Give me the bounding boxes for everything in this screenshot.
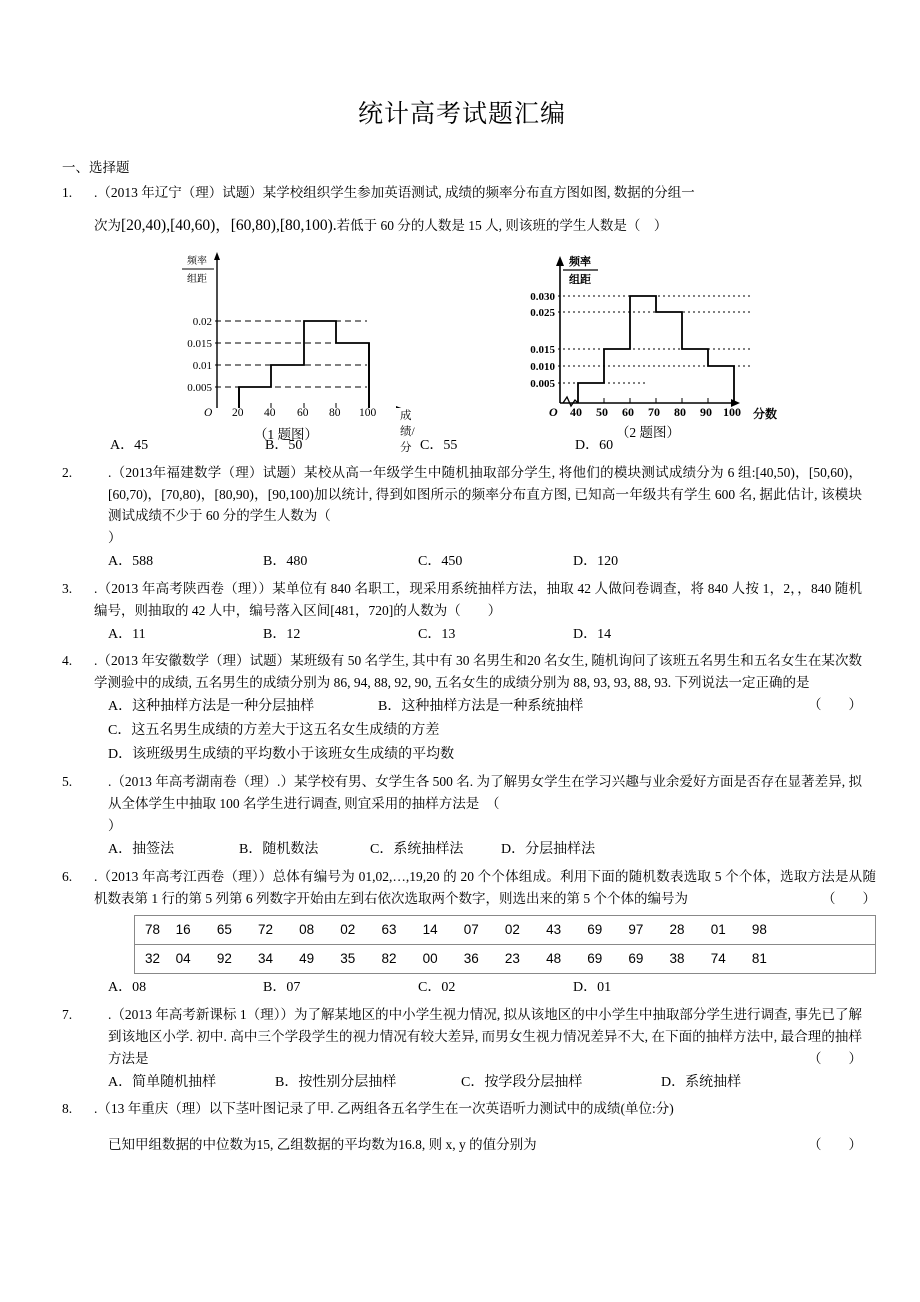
- question-5-options: [94, 838, 862, 862]
- question-3-options: [94, 623, 862, 647]
- question-2-text-tail: ）: [108, 530, 122, 546]
- question-1-prefix: 次为: [94, 218, 121, 234]
- rand-cell-empty: [834, 916, 875, 945]
- rand-cell: 32: [135, 945, 176, 974]
- histogram-chart-1-svg: [152, 248, 422, 408]
- question-2-number: 2.: [62, 464, 73, 480]
- question-8: [62, 1098, 862, 1156]
- question-2-options: [94, 550, 862, 574]
- chart2-origin-label: O: [549, 404, 558, 419]
- page-title: 统计高考试题汇编: [357, 101, 566, 128]
- question-6: [62, 866, 876, 1000]
- section-heading: 一、选择题: [62, 160, 130, 175]
- random-number-table-wrap: [134, 915, 876, 974]
- rand-cell: 34: [258, 945, 299, 974]
- rand-cell: 14: [423, 916, 464, 945]
- rand-cell: 36: [464, 945, 505, 974]
- rand-cell: 02: [340, 916, 381, 945]
- question-6-answer-paren: （ ）: [822, 890, 876, 906]
- chart1-xlabel: 成绩/分: [400, 409, 415, 454]
- rand-cell: 28: [670, 916, 711, 945]
- chart1-caption: （1 题图）: [253, 426, 319, 442]
- rand-cell-empty: [834, 945, 875, 974]
- question-3-option-d[interactable]: D．14: [573, 626, 612, 642]
- question-1-text-line2: [94, 210, 862, 242]
- question-6-option-d[interactable]: D．01: [573, 980, 612, 996]
- rand-cell: 07: [464, 916, 505, 945]
- question-4-text-main: .（2013 年安徽数学（理）试题）某班级有 50 名学生, 其中有 30 名男生和20 名女生, 随机询问了该班五名男生和五名女生在某次数学测验中的成绩, 五名男生的成绩分别为 86, 94, 88, 92, 90, 五名女生的成绩分别为 88, 93, 93, 88, 93. 下列说法一定正确的是: [94, 653, 862, 691]
- question-4-option-row-1: [108, 695, 808, 719]
- rand-cell-empty: [793, 916, 834, 945]
- question-7-options: [94, 1071, 862, 1095]
- chart2-xtick-70: 70: [648, 404, 660, 419]
- svg-text:0.005: 0.005: [530, 377, 555, 390]
- rand-cell: 16: [176, 916, 217, 945]
- question-6-options: [94, 976, 876, 1000]
- chart2-ylabel-top: 频率: [569, 255, 591, 268]
- question-2-option-c[interactable]: C．450: [418, 554, 463, 570]
- rand-cell: 78: [135, 916, 176, 945]
- question-2-option-a[interactable]: A．588: [108, 554, 154, 570]
- rand-cell: 98: [752, 916, 793, 945]
- question-1-suffix: 若低于 60 分的人数是 15 人, 则该班的学生人数是（ ）: [336, 218, 668, 234]
- question-3: [62, 578, 862, 647]
- question-1-option-a[interactable]: A．45: [110, 437, 149, 453]
- question-7-text: [94, 1004, 862, 1070]
- question-2: [62, 462, 862, 574]
- chart2-xtick-100: 100: [723, 404, 741, 419]
- question-4-option-row-3: [108, 743, 862, 767]
- chart1-xtick-60: 60: [297, 406, 309, 419]
- rand-cell: 81: [752, 945, 793, 974]
- rand-cell: 69: [587, 945, 628, 974]
- question-1: [62, 182, 862, 242]
- chart2-ylabel-bottom: 组距: [569, 273, 591, 286]
- rand-cell: 72: [258, 916, 299, 945]
- question-8-answer-paren: （ ）: [808, 1137, 862, 1153]
- rand-cell: 01: [711, 916, 752, 945]
- chart2-xtick-50: 50: [596, 404, 608, 419]
- question-2-text-main: .（2013年福建数学（理）试题）某校从高一年级学生中随机抽取部分学生, 将他们的模块测试成绩分为 6 组:[40,50)，[50,60)，[60,70)，[70,80)，[80,90)，[90,100)加以统计, 得到如图所示的频率分布直方图, 已知高一年级共有学生 600 名, 据此估计, 该模块测试成绩不少于 60 分的学生人数为（: [108, 464, 862, 524]
- question-4-options: [94, 695, 862, 767]
- rand-cell: 23: [505, 945, 546, 974]
- question-2-option-d[interactable]: D．120: [573, 554, 619, 570]
- question-8-text-line1: .（13 年重庆（理）以下茎叶图记录了甲. 乙两组各五名学生在一次英语听力测试中的成绩(单位:分): [94, 1101, 674, 1117]
- chart1-xtick-40: 40: [264, 406, 276, 419]
- question-5-option-c[interactable]: C．系统抽样法: [370, 841, 464, 857]
- chart2-xtick-40: 40: [570, 404, 582, 419]
- question-5-text: .（2013 年高考湖南卷（理）.）某学校有男、女学生各 500 名. 为了解男女学生在学习兴趣与业余爱好方面是否存在显著差异, 拟从全体学生中抽取 100 名学生进行调查, 则宜采用的抽样方法是 （: [108, 774, 862, 812]
- rand-cell: 65: [217, 916, 258, 945]
- chart1-xtick-100: 100: [359, 406, 377, 419]
- question-8-text-line2-main: 已知甲组数据的中位数为15, 乙组数据的平均数为16.8, 则 x, y 的值分别为: [108, 1137, 537, 1153]
- chart1-xtick-80: 80: [329, 406, 341, 419]
- question-5-option-a[interactable]: A．抽签法: [108, 841, 175, 857]
- question-6-text: [94, 866, 876, 910]
- question-1-option-c[interactable]: C．55: [420, 437, 458, 453]
- chart1-ylabel-bottom: 组距: [187, 273, 207, 285]
- question-4-option-c[interactable]: C．这五名男生成绩的方差大于这五名女生成绩的方差: [108, 723, 440, 739]
- question-3-text: .（2013 年高考陕西卷（理））某单位有 840 名职工，现采用系统抽样方法，抽取 42 人做问卷调查，将 840 人按 1，2，，840 随机编号，则抽取的 42 人中，编号落入区间[481，720]的人数为（ ）: [94, 580, 862, 618]
- question-2-text: [94, 462, 862, 528]
- question-7-answer-paren: （ ）: [808, 1050, 862, 1066]
- svg-text:0.015: 0.015: [530, 343, 555, 356]
- rand-cell-empty: [793, 945, 834, 974]
- svg-text:0.01: 0.01: [192, 359, 212, 372]
- question-5-option-b[interactable]: B．随机数法: [239, 841, 319, 857]
- chart2-xtick-90: 90: [700, 404, 712, 419]
- question-6-number: 6.: [62, 868, 73, 884]
- rand-cell: 63: [381, 916, 422, 945]
- svg-text:0.005: 0.005: [187, 381, 212, 394]
- question-4-option-row-2: [108, 719, 862, 743]
- question-1-option-d[interactable]: D．60: [575, 437, 614, 453]
- rand-cell: 02: [505, 916, 546, 945]
- chart2-xtick-60: 60: [622, 404, 634, 419]
- question-7-option-b[interactable]: B．按性别分层抽样: [275, 1074, 397, 1090]
- histogram-chart-2: [497, 248, 787, 441]
- question-1-text-line1: .（2013 年辽宁（理）试题）某学校组织学生参加英语测试, 成绩的频率分布直方图如图, 数据的分组一: [94, 185, 695, 201]
- svg-text:0.030: 0.030: [530, 290, 555, 303]
- random-number-table: [134, 915, 876, 974]
- question-7-option-a[interactable]: A．简单随机抽样: [108, 1074, 217, 1090]
- rand-cell: 69: [628, 945, 669, 974]
- rand-cell: 04: [176, 945, 217, 974]
- rand-cell: 82: [381, 945, 422, 974]
- rand-cell: 74: [711, 945, 752, 974]
- svg-text:0.015: 0.015: [187, 337, 212, 350]
- question-4-answer-paren: （ ）: [808, 697, 862, 713]
- question-1-intervals: [20,40),[40,60)，[60,80),[80,100).: [121, 217, 337, 235]
- rand-cell: 97: [628, 916, 669, 945]
- document-content: [62, 0, 876, 1156]
- chart1-ylabel-top: 频率: [187, 255, 207, 267]
- rand-cell: 00: [423, 945, 464, 974]
- question-3-option-c[interactable]: C．13: [418, 626, 456, 642]
- question-3-number: 3.: [62, 580, 73, 596]
- svg-text:0.02: 0.02: [192, 315, 212, 328]
- question-4-option-b[interactable]: B．这种抽样方法是一种系统抽样: [378, 699, 584, 715]
- rand-cell: 35: [340, 945, 381, 974]
- chart1-origin-label: O: [204, 406, 213, 419]
- question-4-option-d[interactable]: D．该班级男生成绩的平均数小于该班女生成绩的平均数: [108, 747, 455, 763]
- rand-cell: 49: [299, 945, 340, 974]
- histogram-chart-2-svg: [497, 248, 787, 408]
- question-8-text-line2: [94, 1134, 862, 1156]
- question-4-number: 4.: [62, 653, 73, 669]
- question-6-option-a[interactable]: A．08: [108, 980, 147, 996]
- question-7-text-main: .（2013 年高考新课标 1（理））为了解某地区的中小学生视力情况, 拟从该地区的中小学生中抽取部分学生进行调查, 事先已了解到该地区小学. 初中. 高中三个学段学生的视力情况有较大差异, 而男女生视力情况差异不大, 在下面的抽样方法中, 最合理的抽样方法是: [108, 1006, 862, 1066]
- table-row: [135, 916, 876, 945]
- svg-text:0.025: 0.025: [530, 306, 555, 319]
- chart2-xlabel: 分数: [753, 406, 778, 421]
- question-5-number: 5.: [62, 774, 73, 790]
- question-7-option-c[interactable]: C．按学段分层抽样: [461, 1074, 583, 1090]
- question-4: [62, 650, 862, 767]
- svg-text:0.010: 0.010: [530, 360, 555, 373]
- question-5-text-tail: ）: [108, 818, 122, 834]
- question-5: [62, 771, 862, 861]
- question-4-option-a[interactable]: A．这种抽样方法是一种分层抽样: [108, 699, 315, 715]
- table-row: [135, 945, 876, 974]
- chart2-caption: （2 题图）: [615, 424, 681, 440]
- rand-cell: 38: [670, 945, 711, 974]
- question-6-option-c[interactable]: C．02: [418, 980, 456, 996]
- question-1-option-b[interactable]: B．50: [265, 437, 303, 453]
- question-6-text-main: .（2013 年高考江西卷（理））总体有编号为 01,02,…,19,20 的 20 个个体组成。利用下面的随机数表选取 5 个个体，选取方法是从随机数表第 1 行的第 5 列第 6 列数字开始由左到右依次选取两个数字，则选出来的第 5 个个体的编号为: [94, 868, 876, 906]
- question-7-option-d[interactable]: D．系统抽样: [661, 1074, 742, 1090]
- question-3-option-b[interactable]: B．12: [263, 626, 301, 642]
- question-5-option-d[interactable]: D．分层抽样法: [501, 841, 596, 857]
- rand-cell: 69: [587, 916, 628, 945]
- rand-cell: 92: [217, 945, 258, 974]
- question-6-option-b[interactable]: B．07: [263, 980, 301, 996]
- rand-cell: 48: [546, 945, 587, 974]
- chart1-xtick-20: 20: [232, 406, 244, 419]
- question-7-number: 7.: [62, 1006, 73, 1022]
- rand-cell: 43: [546, 916, 587, 945]
- question-8-number: 8.: [62, 1101, 73, 1117]
- question-7: [62, 1004, 862, 1094]
- question-1-number: 1.: [62, 185, 73, 201]
- chart2-xtick-80: 80: [674, 404, 686, 419]
- question-2-option-b[interactable]: B．480: [263, 554, 308, 570]
- rand-cell: 08: [299, 916, 340, 945]
- question-3-option-a[interactable]: A．11: [108, 626, 146, 642]
